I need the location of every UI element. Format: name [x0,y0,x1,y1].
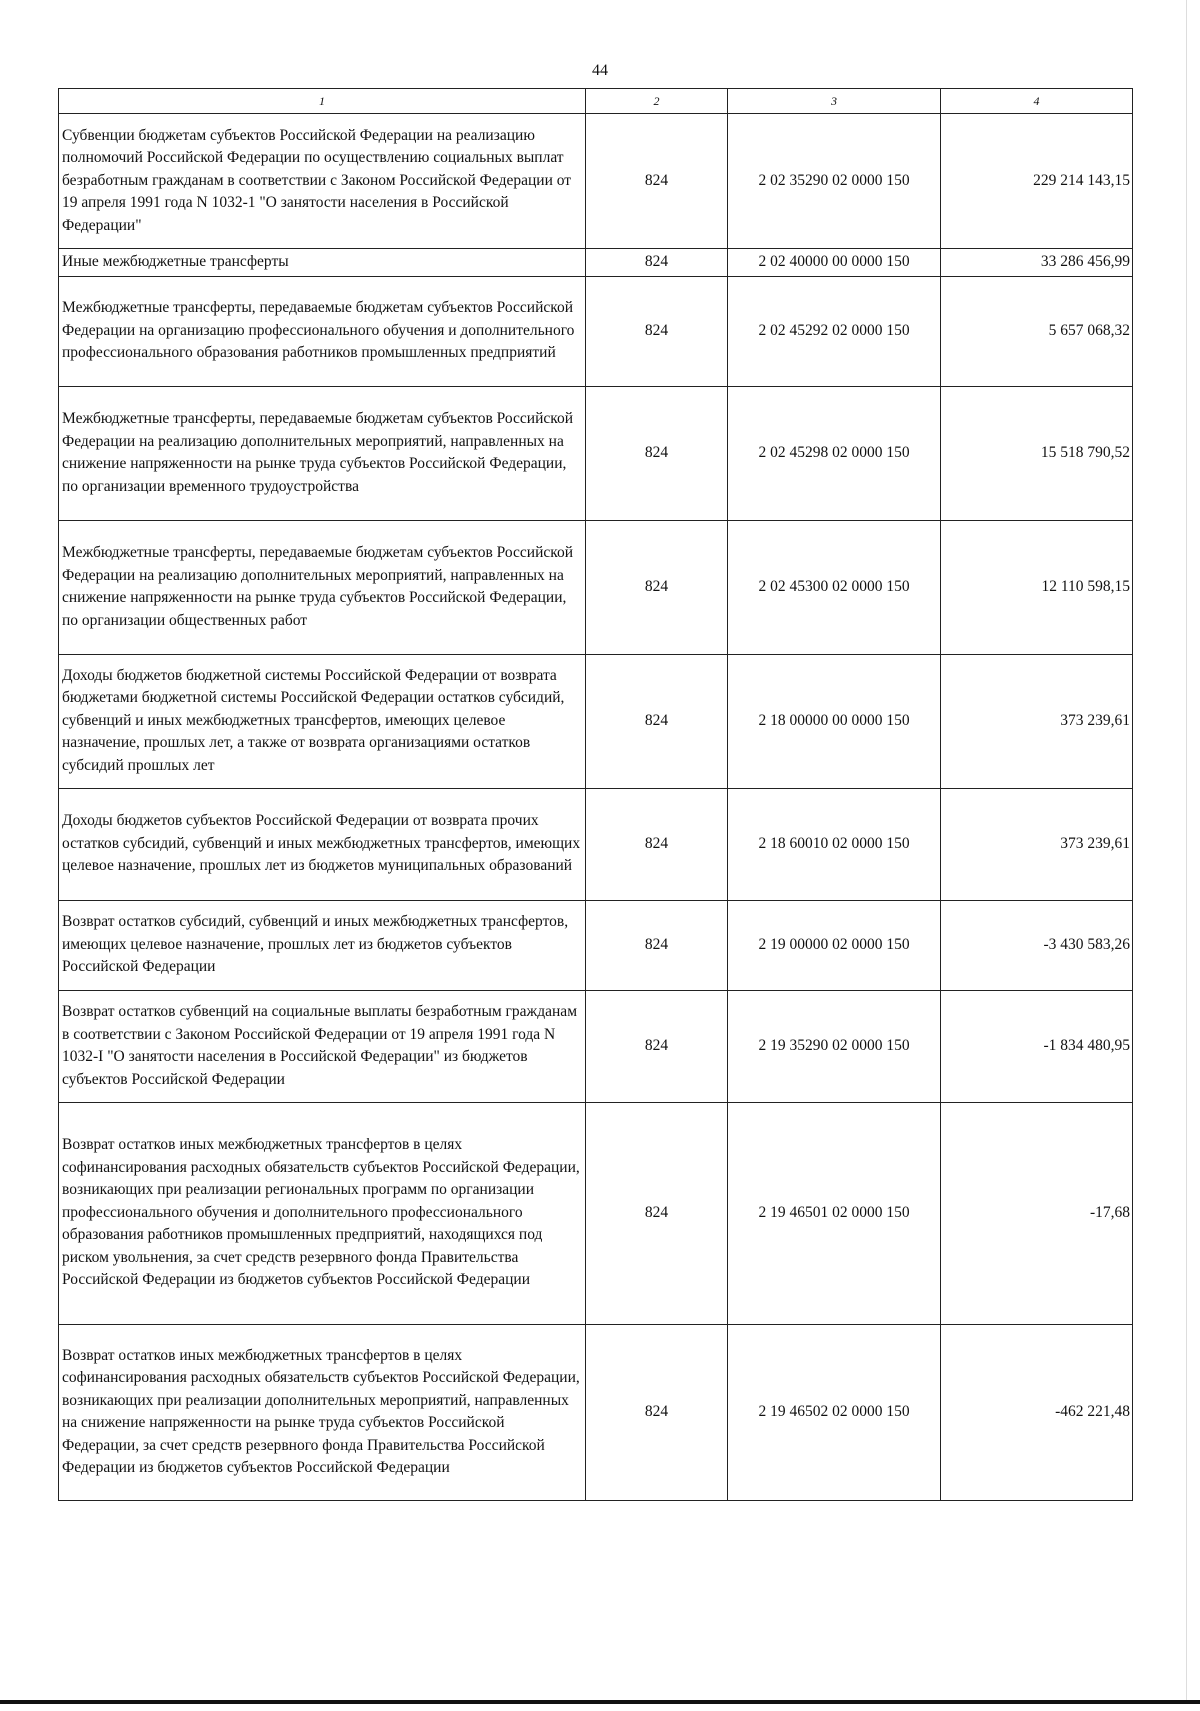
row-code-cell: 2 19 00000 02 0000 150 [728,900,941,990]
row-amount-cell: 5 657 068,32 [941,276,1133,386]
row-admin-cell: 824 [586,249,728,277]
table-header-row [59,89,1133,114]
row-code-cell: 2 02 45300 02 0000 150 [728,520,941,654]
table-row [59,990,1133,1102]
table-row [59,654,1133,788]
table-row [59,386,1133,520]
row-admin-cell: 824 [586,654,728,788]
row-name-cell: Возврат остатков иных межбюджетных трансфертов в целях софинансирования расходных обязательств субъектов Российской Федерации, возникающих при реализации региональных программ по организации профессионального обучения и дополнительного профессионального образования работников промышленных предприятий, находящихся под риском увольнения, за счет средств резервного фонда Правительства Российской Федерации из бюджетов субъектов Российской Федерации [59,1102,586,1324]
row-code-cell: 2 19 35290 02 0000 150 [728,990,941,1102]
row-amount-cell: -1 834 480,95 [941,990,1133,1102]
table-row [59,114,1133,249]
table-row [59,276,1133,386]
table-row [59,900,1133,990]
row-amount-cell: -17,68 [941,1102,1133,1324]
table-row [59,249,1133,277]
revenue-table [58,88,1133,1501]
row-amount-cell: -462 221,48 [941,1324,1133,1500]
table-row [59,1324,1133,1500]
row-code-cell: 2 19 46502 02 0000 150 [728,1324,941,1500]
row-amount-cell: 15 518 790,52 [941,386,1133,520]
row-name-cell: Возврат остатков субвенций на социальные выплаты безработным гражданам в соответствии с Законом Российской Федерации от 19 апреля 1991 года N 1032-I "О занятости населения в Российской Федерации" из бюджетов субъектов Российской Федерации [59,990,586,1102]
page-number: 44 [592,62,608,79]
row-name-cell: Межбюджетные трансферты, передаваемые бюджетам субъектов Российской Федерации на реализацию дополнительных мероприятий, направленных на снижение напряженности на рынке труда субъектов Российской Федерации, по организации временного трудоустройства [59,386,586,520]
row-admin-cell: 824 [586,788,728,900]
row-amount-cell: -3 430 583,26 [941,900,1133,990]
row-admin-cell: 824 [586,520,728,654]
column-header-amount: 4 [941,89,1133,114]
row-admin-cell: 824 [586,276,728,386]
row-amount-cell: 33 286 456,99 [941,249,1133,277]
bottom-scan-border [0,1700,1200,1704]
row-name-cell: Доходы бюджетов субъектов Российской Федерации от возврата прочих остатков субсидий, субвенций и иных межбюджетных трансфертов, имеющих целевое назначение, прошлых лет из бюджетов муниципальных образований [59,788,586,900]
row-code-cell: 2 19 46501 02 0000 150 [728,1102,941,1324]
row-name-cell: Иные межбюджетные трансферты [59,249,586,277]
row-amount-cell: 12 110 598,15 [941,520,1133,654]
row-admin-cell: 824 [586,900,728,990]
row-amount-cell: 373 239,61 [941,654,1133,788]
row-name-cell: Межбюджетные трансферты, передаваемые бюджетам субъектов Российской Федерации на организацию профессионального обучения и дополнительного профессионального образования работников промышленных предприятий [59,276,586,386]
row-admin-cell: 824 [586,1102,728,1324]
table-row [59,520,1133,654]
row-code-cell: 2 02 35290 02 0000 150 [728,114,941,249]
row-amount-cell: 229 214 143,15 [941,114,1133,249]
row-name-cell: Возврат остатков иных межбюджетных трансфертов в целях софинансирования расходных обязательств субъектов Российской Федерации, возникающих при реализации дополнительных мероприятий, направленных на снижение напряженности на рынке труда субъектов Российской Федерации, за счет средств резервного фонда Правительства Российской Федерации из бюджетов субъектов Российской Федерации [59,1324,586,1500]
row-name-cell: Возврат остатков субсидий, субвенций и иных межбюджетных трансфертов, имеющих целевое назначение, прошлых лет из бюджетов субъектов Российской Федерации [59,900,586,990]
column-header-admin: 2 [586,89,728,114]
row-name-cell: Доходы бюджетов бюджетной системы Российской Федерации от возврата бюджетами бюджетной системы Российской Федерации остатков субсидий, субвенций и иных межбюджетных трансфертов, имеющих целевое назначение, прошлых лет, а также от возврата организациями остатков субсидий прошлых лет [59,654,586,788]
row-name-cell: Субвенции бюджетам субъектов Российской Федерации на реализацию полномочий Российской Федерации по осуществлению социальных выплат безработным гражданам в соответствии с Законом Российской Федерации от 19 апреля 1991 года N 1032-1 "О занятости населения в Российской Федерации" [59,114,586,249]
column-header-code: 3 [728,89,941,114]
row-admin-cell: 824 [586,990,728,1102]
row-admin-cell: 824 [586,386,728,520]
row-admin-cell: 824 [586,114,728,249]
column-header-name: 1 [59,89,586,114]
row-code-cell: 2 18 60010 02 0000 150 [728,788,941,900]
row-code-cell: 2 02 45292 02 0000 150 [728,276,941,386]
row-name-cell: Межбюджетные трансферты, передаваемые бюджетам субъектов Российской Федерации на реализацию дополнительных мероприятий, направленных на снижение напряженности на рынке труда субъектов Российской Федерации, по организации общественных работ [59,520,586,654]
row-code-cell: 2 02 40000 00 0000 150 [728,249,941,277]
row-amount-cell: 373 239,61 [941,788,1133,900]
table-row [59,1102,1133,1324]
scan-edge-line [1186,0,1187,1700]
row-code-cell: 2 18 00000 00 0000 150 [728,654,941,788]
row-admin-cell: 824 [586,1324,728,1500]
row-code-cell: 2 02 45298 02 0000 150 [728,386,941,520]
table-row [59,788,1133,900]
